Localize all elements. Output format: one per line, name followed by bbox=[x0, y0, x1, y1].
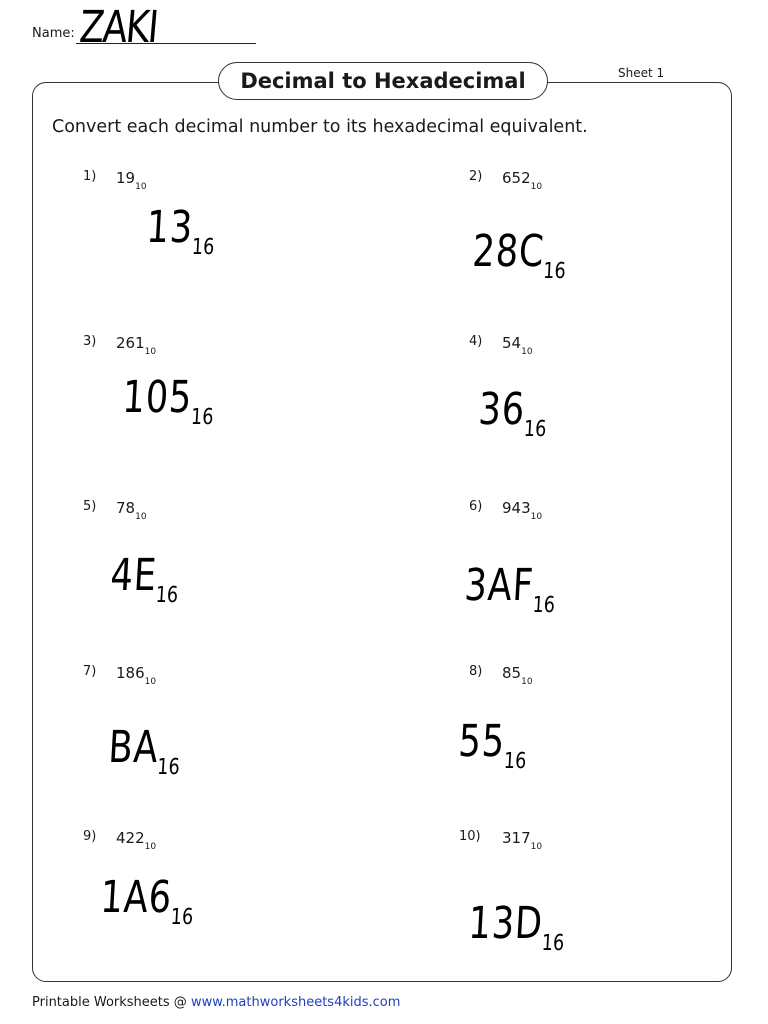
base-subscript: 10 bbox=[144, 842, 157, 852]
instructions: Convert each decimal number to its hexadecimal equivalent. bbox=[52, 117, 588, 137]
handwritten-answer-4: $36_{16}$ bbox=[477, 384, 547, 442]
problem-number: 4) bbox=[469, 334, 483, 349]
problem-number: 10) bbox=[459, 829, 481, 844]
base-subscript: 10 bbox=[530, 182, 543, 192]
problem-number: 5) bbox=[83, 499, 97, 514]
handwritten-answer-3: $105_{16}$ bbox=[121, 372, 215, 430]
handwritten-answer-1: $13_{16}$ bbox=[145, 202, 215, 260]
footer bbox=[32, 995, 400, 1010]
problem-value: $422_{10}$ bbox=[116, 829, 157, 852]
problem-number: 8) bbox=[469, 664, 483, 679]
handwritten-answer-8: $55_{16}$ bbox=[457, 716, 527, 774]
problem-value: $78_{10}$ bbox=[116, 499, 147, 522]
base-subscript: 10 bbox=[521, 677, 533, 687]
problem-number: 1) bbox=[83, 169, 97, 184]
base-subscript: 10 bbox=[135, 512, 147, 522]
problem-value: $652_{10}$ bbox=[502, 169, 543, 192]
handwritten-answer-6: $3AF_{16}$ bbox=[463, 560, 556, 618]
problem-number: 7) bbox=[83, 664, 97, 679]
sheet-label: Sheet 1 bbox=[618, 66, 665, 80]
problem-number: 6) bbox=[469, 499, 483, 514]
handwritten-answer-2: $28C_{16}$ bbox=[471, 226, 567, 284]
name-label: Name: bbox=[32, 26, 75, 41]
base-subscript: 10 bbox=[144, 347, 157, 357]
base-subscript: 10 bbox=[135, 182, 147, 192]
base-subscript: 10 bbox=[530, 842, 543, 852]
problem-value: $85_{10}$ bbox=[502, 664, 533, 687]
problem-number: 3) bbox=[83, 334, 97, 349]
problem-value: $186_{10}$ bbox=[116, 664, 157, 687]
handwritten-name: ZAKI bbox=[77, 2, 160, 53]
problem-value: $943_{10}$ bbox=[502, 499, 543, 522]
problem-value: $261_{10}$ bbox=[116, 334, 157, 357]
handwritten-answer-10: $13D_{16}$ bbox=[467, 898, 565, 956]
handwritten-answer-5: $4E_{16}$ bbox=[109, 550, 179, 608]
problem-number: 9) bbox=[83, 829, 97, 844]
base-subscript: 10 bbox=[530, 512, 543, 522]
worksheet-title: Decimal to Hexadecimal bbox=[218, 62, 548, 100]
problem-value: $54_{10}$ bbox=[502, 334, 533, 357]
handwritten-answer-9: $1A6_{16}$ bbox=[99, 872, 194, 930]
footer-label: Printable Worksheets @ bbox=[32, 995, 191, 1010]
footer-link[interactable]: www.mathworksheets4kids.com bbox=[190, 995, 401, 1010]
problem-value: $317_{10}$ bbox=[502, 829, 543, 852]
base-subscript: 10 bbox=[521, 347, 533, 357]
problem-value: $19_{10}$ bbox=[116, 169, 147, 192]
handwritten-answer-7: $BA_{16}$ bbox=[107, 722, 181, 780]
problem-number: 2) bbox=[469, 169, 483, 184]
base-subscript: 10 bbox=[144, 677, 157, 687]
